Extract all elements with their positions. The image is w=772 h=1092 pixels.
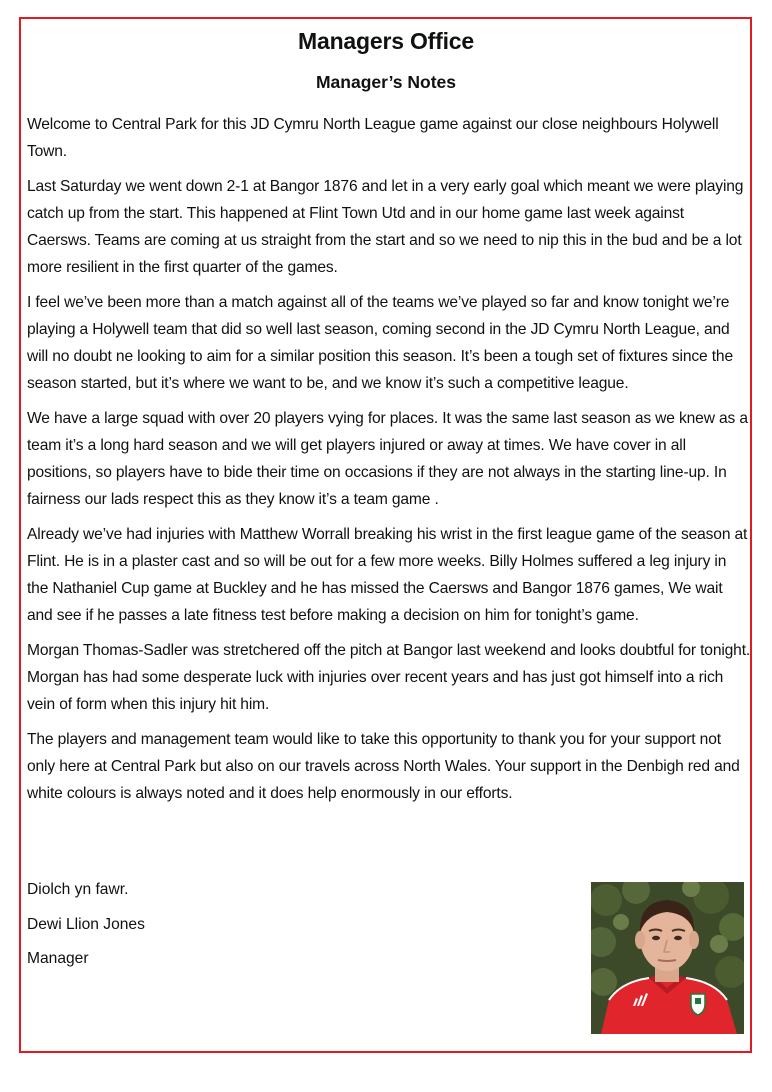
paragraph-last-result: Last Saturday we went down 2-1 at Bangor 1876 and let in a very early goal which meant we were playing catch up from the start. This happened at Flint Town Utd and in our home game last week against Caersws. Teams are coming at us straight from the start and so we need to nip this in the bud and be a lot more resilient in the first quarter of the games. xyxy=(27,178,744,276)
page-title: Managers Office xyxy=(298,28,474,54)
paragraph-injuries: Already we’ve had injuries with Matthew Worrall breaking his wrist in the first league game of the season at Flint. He is in a plaster cast and so will be out for a few more weeks. Billy Holmes suffered a leg injury in the Nathaniel Cup game at Buckley and he has missed the Caersws and Bangor 1876 games, We wait and see if he passes a late fitness test before making a decision on him for tonight’s game. xyxy=(27,526,748,624)
paragraph-morgan: Morgan Thomas-Sadler was stretchered off the pitch at Bangor last weekend and looks doubtful for tonight. Morgan has had some desperate luck with injuries over recent years and has just got himself into a rich vein of form when this injury hit him. xyxy=(27,642,751,713)
paragraph-squad: We have a large squad with over 20 players vying for places. It was the same last season as we knew as a team it’s a long hard season and we will get players injured or away at times. We have cover in all positions, so players have to bide their time on occasions if they are not always in the starting line-up. In fairness our lads respect this as they know it’s a team game . xyxy=(27,410,748,508)
page-subtitle: Manager’s Notes xyxy=(315,72,457,92)
signoff-role: Manager xyxy=(27,950,89,967)
article-body xyxy=(27,111,751,815)
paragraph-holywell: I feel we’ve been more than a match against all of the teams we’ve played so far and know tonight we’re playing a Holywell team that did so well last season, coming second in the JD Cymru North League, and will no doubt ne looking to aim for a similar position this season. It’s been a tough set of fixtures since the season started, but it’s where we want to be, and we know it’s such a competitive league. xyxy=(27,294,733,392)
manager-photo xyxy=(591,882,744,1034)
paragraph-thanks: The players and management team would like to take this opportunity to thank you for your support not only here at Central Park but also on our travels across North Wales. Your support in the Denbigh red and white colours is always noted and it does help enormously in our efforts. xyxy=(27,731,740,802)
signoff-name: Dewi Llion Jones xyxy=(27,916,145,933)
paragraph-welcome: Welcome to Central Park for this JD Cymru North League game against our close neighbours Holywell Town. xyxy=(27,116,719,160)
signoff-greeting: Diolch yn fawr. xyxy=(27,881,129,898)
